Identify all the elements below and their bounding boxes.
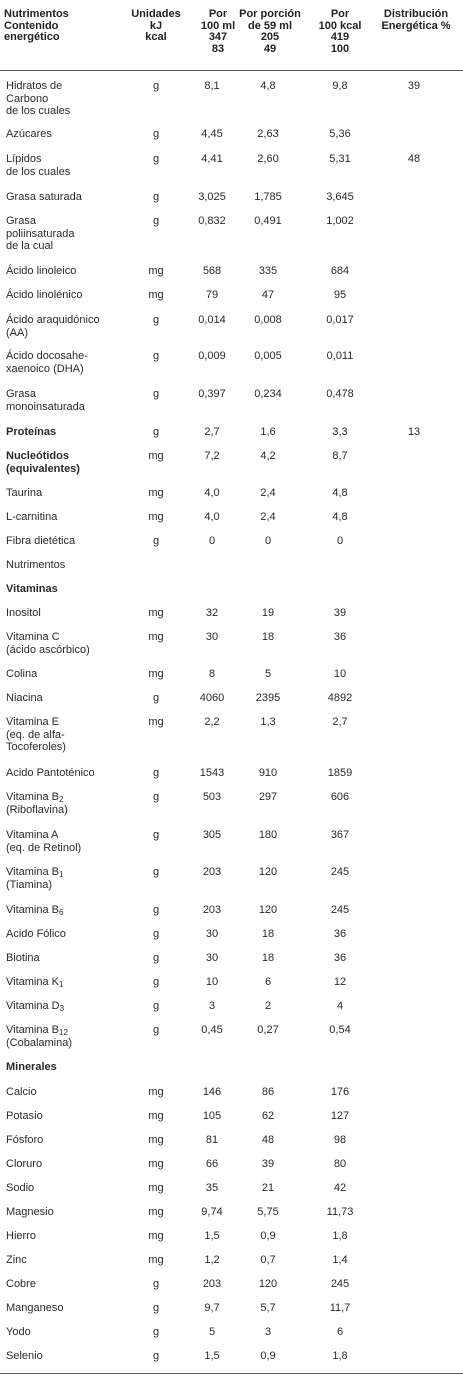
per-100kcal-cell: 4892 xyxy=(327,692,353,704)
per-100ml-cell: 4,0 xyxy=(204,487,220,499)
per-100kcal-cell: 1,8 xyxy=(332,1350,348,1362)
unit-cell: g xyxy=(152,128,160,140)
subscript: 3 xyxy=(59,1004,65,1013)
per-100kcal-cell: 0 xyxy=(336,535,344,547)
per-100ml-cell: 203 xyxy=(202,866,222,878)
nutrient-name: Ácido araquidónico (AA) xyxy=(6,314,100,339)
nutrient-name: Fibra dietética xyxy=(6,535,76,547)
per-portion-cell: 297 xyxy=(258,791,278,803)
unit-cell: g xyxy=(152,1326,160,1338)
nutrient-name: Azúcares xyxy=(6,128,52,140)
per-100kcal-cell: 245 xyxy=(330,1278,350,1290)
per-100kcal-cell: 80 xyxy=(333,1158,347,1170)
per-portion-cell: 1,785 xyxy=(254,191,282,203)
per-portion-cell: 0 xyxy=(264,535,272,547)
per-100kcal-cell: 0,478 xyxy=(326,388,354,400)
header-per-100kcal: Por 100 kcal 419 100 xyxy=(318,8,362,55)
per-100ml-cell: 30 xyxy=(205,928,219,940)
unit-cell: mg xyxy=(148,1230,164,1242)
per-100ml-cell: 203 xyxy=(202,904,222,916)
per-100ml-cell: 5 xyxy=(208,1326,216,1338)
nutrient-name: Minerales xyxy=(6,1061,57,1073)
per-100ml-cell: 203 xyxy=(202,1278,222,1290)
nutrient-name: Colina xyxy=(6,668,38,680)
unit-cell: g xyxy=(152,952,160,964)
per-portion-cell: 2 xyxy=(264,1000,272,1012)
nutrient-name: Nutrimentos xyxy=(6,559,66,571)
nutrient-name: Sodio xyxy=(6,1182,35,1194)
unit-cell: g xyxy=(152,388,160,400)
energy-distribution-cell: 48 xyxy=(407,153,421,165)
per-100ml-cell: 7,2 xyxy=(204,450,220,462)
per-100kcal-cell: 36 xyxy=(333,631,347,643)
per-portion-cell: 2,4 xyxy=(260,487,276,499)
unit-cell: mg xyxy=(148,289,164,301)
per-portion-cell: 4,8 xyxy=(260,80,276,92)
per-100ml-cell: 0,832 xyxy=(198,215,226,227)
unit-cell: g xyxy=(152,80,160,92)
per-portion-cell: 2,60 xyxy=(257,153,279,165)
per-100kcal-cell: 127 xyxy=(330,1110,350,1122)
unit-cell: mg xyxy=(148,1086,164,1098)
nutrient-name: Biotina xyxy=(6,952,40,964)
header-energy-distribution: Distribución Energética % xyxy=(381,8,451,32)
per-100ml-cell: 503 xyxy=(202,791,222,803)
per-100ml-cell: 30 xyxy=(205,952,219,964)
per-portion-cell: 48 xyxy=(261,1134,275,1146)
per-100kcal-cell: 3,3 xyxy=(332,426,348,438)
per-100ml-cell: 1,2 xyxy=(204,1254,220,1266)
per-100kcal-cell: 0,017 xyxy=(326,314,354,326)
per-100kcal-cell: 36 xyxy=(333,952,347,964)
unit-cell: g xyxy=(152,153,160,165)
per-portion-cell: 3 xyxy=(264,1326,272,1338)
per-100ml-cell: 146 xyxy=(202,1086,222,1098)
energy-distribution-cell: 13 xyxy=(407,426,421,438)
per-100kcal-cell: 9,8 xyxy=(332,80,348,92)
unit-cell: g xyxy=(152,191,160,203)
per-portion-cell: 0,491 xyxy=(254,215,282,227)
per-100kcal-cell: 1859 xyxy=(327,767,353,779)
per-100ml-cell: 2,7 xyxy=(204,426,220,438)
per-100kcal-cell: 42 xyxy=(333,1182,347,1194)
per-portion-cell: 18 xyxy=(261,631,275,643)
per-100ml-cell: 4,41 xyxy=(201,153,223,165)
per-portion-cell: 120 xyxy=(258,904,278,916)
per-100kcal-cell: 245 xyxy=(330,904,350,916)
unit-cell: mg xyxy=(148,1110,164,1122)
nutrient-name: Hierro xyxy=(6,1230,36,1242)
nutrient-name: Nucleótidos (equivalentes) xyxy=(6,450,80,475)
per-100ml-cell: 4060 xyxy=(199,692,225,704)
per-portion-cell: 120 xyxy=(258,866,278,878)
per-portion-cell: 2,63 xyxy=(257,128,279,140)
per-100ml-cell: 2,2 xyxy=(204,716,220,728)
per-portion-cell: 0,9 xyxy=(260,1350,276,1362)
per-portion-cell: 47 xyxy=(261,289,275,301)
per-portion-cell: 18 xyxy=(261,952,275,964)
per-100kcal-cell: 5,36 xyxy=(329,128,351,140)
unit-cell: mg xyxy=(148,1158,164,1170)
per-portion-cell: 0,27 xyxy=(257,1024,279,1036)
header-units: Unidades kJ kcal xyxy=(131,8,181,43)
subscript: 6 xyxy=(59,908,64,917)
per-portion-cell: 2395 xyxy=(255,692,281,704)
nutrient-name: Manganeso xyxy=(6,1302,64,1314)
unit-cell: mg xyxy=(148,1182,164,1194)
unit-cell: mg xyxy=(148,716,164,728)
nutrient-name: Vitaminas xyxy=(6,583,58,595)
per-portion-cell: 6 xyxy=(264,976,272,988)
per-portion-cell: 18 xyxy=(261,928,275,940)
per-100kcal-cell: 4 xyxy=(336,1000,344,1012)
per-portion-cell: 5,75 xyxy=(257,1206,279,1218)
per-100ml-cell: 30 xyxy=(205,631,219,643)
per-portion-cell: 0,008 xyxy=(254,314,282,326)
nutrient-name: Vitamina $B_6$ xyxy=(6,904,64,917)
nutrient-name: Zinc xyxy=(6,1254,27,1266)
nutrient-name: Grasa monoinsaturada xyxy=(6,388,85,413)
subscript: 12 xyxy=(59,1028,68,1037)
nutrient-name: Ácido docosahe- xaenoico (DHA) xyxy=(6,350,88,375)
per-100ml-cell: 1543 xyxy=(199,767,225,779)
unit-cell: g xyxy=(152,976,160,988)
nutrient-name: Vitamina $K_1$ xyxy=(6,976,64,989)
unit-cell: g xyxy=(152,692,160,704)
unit-cell: g xyxy=(152,866,160,878)
nutrient-name: Vitamina $B_2$ (Riboflavina) xyxy=(6,791,68,816)
per-100kcal-cell: 2,7 xyxy=(332,716,348,728)
unit-cell: g xyxy=(152,904,160,916)
nutrient-name: L-carnitina xyxy=(6,511,58,523)
per-portion-cell: 4,2 xyxy=(260,450,276,462)
per-100ml-cell: 0,45 xyxy=(201,1024,223,1036)
per-100kcal-cell: 10 xyxy=(333,668,347,680)
unit-cell: g xyxy=(152,1278,160,1290)
per-100kcal-cell: 11,7 xyxy=(329,1302,351,1314)
per-100kcal-cell: 11,73 xyxy=(326,1206,354,1218)
per-100ml-cell: 1,5 xyxy=(204,1230,220,1242)
nutrient-name: Grasa saturada xyxy=(6,191,82,203)
per-100ml-cell: 105 xyxy=(202,1110,222,1122)
per-100kcal-cell: 1,8 xyxy=(332,1230,348,1242)
per-portion-cell: 1,3 xyxy=(260,716,276,728)
nutrient-name: Acido Pantoténico xyxy=(6,767,95,779)
unit-cell: mg xyxy=(148,607,164,619)
nutrient-name: Grasa poliinsaturada de la cual xyxy=(6,215,75,252)
unit-cell: g xyxy=(152,928,160,940)
per-100kcal-cell: 6 xyxy=(336,1326,344,1338)
per-100kcal-cell: 684 xyxy=(330,265,350,277)
per-portion-cell: 0,9 xyxy=(260,1230,276,1242)
unit-cell: mg xyxy=(148,265,164,277)
nutrient-name: Fósforo xyxy=(6,1134,44,1146)
per-100ml-cell: 8,1 xyxy=(204,80,220,92)
per-100kcal-cell: 4,8 xyxy=(332,511,348,523)
unit-cell: g xyxy=(152,1000,160,1012)
per-100kcal-cell: 367 xyxy=(330,829,350,841)
per-100ml-cell: 0,397 xyxy=(198,388,226,400)
nutrient-name: Vitamina $B_1$ (Tiamina) xyxy=(6,866,64,891)
per-100kcal-cell: 0,011 xyxy=(326,350,354,362)
per-100kcal-cell: 12 xyxy=(333,976,347,988)
per-100kcal-cell: 245 xyxy=(330,866,350,878)
unit-cell: g xyxy=(152,535,160,547)
per-portion-cell: 86 xyxy=(261,1086,275,1098)
unit-cell: g xyxy=(152,350,160,362)
unit-cell: g xyxy=(152,829,160,841)
subscript: 1 xyxy=(59,870,64,879)
nutrient-name: Cloruro xyxy=(6,1158,43,1170)
unit-cell: g xyxy=(152,1302,160,1314)
per-100ml-cell: 3,025 xyxy=(198,191,226,203)
per-100kcal-cell: 176 xyxy=(330,1086,350,1098)
unit-cell: mg xyxy=(148,631,164,643)
per-portion-cell: 62 xyxy=(261,1110,275,1122)
per-100kcal-cell: 1,002 xyxy=(326,215,354,227)
nutrient-name: Calcio xyxy=(6,1086,37,1098)
per-100kcal-cell: 98 xyxy=(333,1134,347,1146)
per-portion-cell: 19 xyxy=(261,607,275,619)
per-100ml-cell: 3 xyxy=(208,1000,216,1012)
nutrient-name: Yodo xyxy=(6,1326,31,1338)
per-100ml-cell: 81 xyxy=(205,1134,219,1146)
per-100kcal-cell: 0,54 xyxy=(329,1024,351,1036)
nutrient-name: Magnesio xyxy=(6,1206,54,1218)
per-100kcal-cell: 4,8 xyxy=(332,487,348,499)
unit-cell: mg xyxy=(148,1134,164,1146)
unit-cell: g xyxy=(152,314,160,326)
per-100ml-cell: 305 xyxy=(202,829,222,841)
per-100ml-cell: 79 xyxy=(205,289,219,301)
per-portion-cell: 910 xyxy=(258,767,278,779)
unit-cell: g xyxy=(152,791,160,803)
per-100ml-cell: 4,0 xyxy=(204,511,220,523)
per-100ml-cell: 9,74 xyxy=(201,1206,223,1218)
header-per-100ml: Por 100 ml 347 83 xyxy=(200,8,236,55)
per-portion-cell: 120 xyxy=(258,1278,278,1290)
per-100ml-cell: 568 xyxy=(202,265,222,277)
per-100ml-cell: 1,5 xyxy=(204,1350,220,1362)
per-portion-cell: 180 xyxy=(258,829,278,841)
unit-cell: g xyxy=(152,215,160,227)
per-100ml-cell: 0,014 xyxy=(198,314,226,326)
per-100kcal-cell: 3,645 xyxy=(326,191,354,203)
nutrient-name: Taurina xyxy=(6,487,43,499)
nutrient-name: Vitamina $B_{12}$ (Cobalamina) xyxy=(6,1024,73,1049)
per-100kcal-cell: 5,31 xyxy=(329,153,351,165)
per-portion-cell: 21 xyxy=(261,1182,275,1194)
table-header xyxy=(0,0,463,71)
header-per-portion: Por porción de 59 ml 205 49 xyxy=(239,8,301,55)
per-100ml-cell: 9,7 xyxy=(204,1302,220,1314)
per-100kcal-cell: 8,7 xyxy=(332,450,348,462)
unit-cell: mg xyxy=(148,1206,164,1218)
unit-cell: g xyxy=(152,1024,160,1036)
unit-cell: g xyxy=(152,1350,160,1362)
per-portion-cell: 1,6 xyxy=(260,426,276,438)
energy-distribution-cell: 39 xyxy=(407,80,421,92)
nutrient-name: Hidratos de Carbono de los cuales xyxy=(6,80,71,117)
nutrient-name: Selenio xyxy=(6,1350,43,1362)
per-portion-cell: 0,005 xyxy=(254,350,282,362)
per-100kcal-cell: 36 xyxy=(333,928,347,940)
unit-cell: mg xyxy=(148,668,164,680)
unit-cell: g xyxy=(152,767,160,779)
table-bottom-rule xyxy=(0,1373,463,1374)
per-portion-cell: 5,7 xyxy=(260,1302,276,1314)
per-100ml-cell: 4,45 xyxy=(201,128,223,140)
nutrient-name: Proteínas xyxy=(6,426,57,438)
nutrient-name: Vitamina C (ácido ascórbico) xyxy=(6,631,90,656)
per-100kcal-cell: 606 xyxy=(330,791,350,803)
per-100ml-cell: 10 xyxy=(205,976,219,988)
per-100kcal-cell: 1,4 xyxy=(332,1254,348,1266)
nutrient-name: Ácido linoleico xyxy=(6,265,77,277)
subscript: 1 xyxy=(59,980,64,989)
unit-cell: mg xyxy=(148,450,164,462)
per-100ml-cell: 35 xyxy=(205,1182,219,1194)
per-100ml-cell: 8 xyxy=(208,668,216,680)
per-portion-cell: 5 xyxy=(264,668,272,680)
subscript: 2 xyxy=(59,795,64,804)
nutrient-name: Vitamina A (eq. de Retinol) xyxy=(6,829,82,854)
nutrient-name: Vitamina $D_3$ xyxy=(6,1000,65,1013)
unit-cell: g xyxy=(152,426,160,438)
per-portion-cell: 335 xyxy=(258,265,278,277)
nutrient-name: Niacina xyxy=(6,692,43,704)
per-100ml-cell: 0,009 xyxy=(198,350,226,362)
nutrient-name: Lípidos de los cuales xyxy=(6,153,71,178)
per-portion-cell: 0,234 xyxy=(254,388,282,400)
nutrient-name: Inositol xyxy=(6,607,41,619)
per-100kcal-cell: 39 xyxy=(333,607,347,619)
per-portion-cell: 2,4 xyxy=(260,511,276,523)
unit-cell: mg xyxy=(148,1254,164,1266)
per-100ml-cell: 66 xyxy=(205,1158,219,1170)
nutrient-name: Acido Fólico xyxy=(6,928,66,940)
nutrient-name: Ácido linolénico xyxy=(6,289,83,301)
per-100kcal-cell: 95 xyxy=(333,289,347,301)
unit-cell: mg xyxy=(148,487,164,499)
unit-cell: mg xyxy=(148,511,164,523)
per-100ml-cell: 0 xyxy=(208,535,216,547)
per-portion-cell: 39 xyxy=(261,1158,275,1170)
nutrient-name: Cobre xyxy=(6,1278,36,1290)
nutrient-name: Vitamina E (eq. de alfa- Tocoferoles) xyxy=(6,716,66,753)
nutrient-name: Potasio xyxy=(6,1110,43,1122)
header-nutrients: Nutrimentos Contenido energético xyxy=(4,8,69,43)
per-100ml-cell: 32 xyxy=(205,607,219,619)
per-portion-cell: 0,7 xyxy=(260,1254,276,1266)
